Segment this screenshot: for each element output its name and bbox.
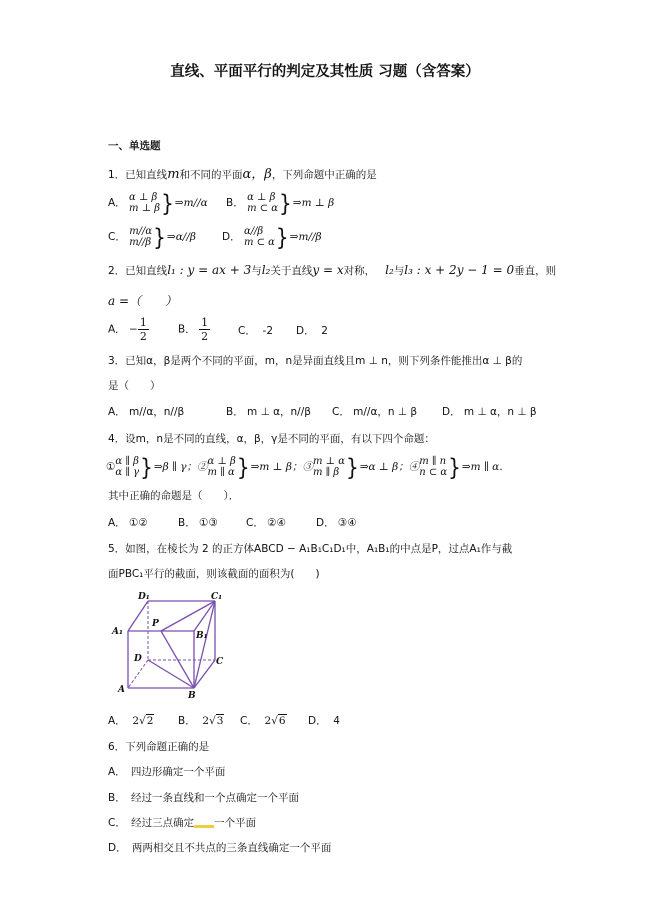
q1-stem-mid: 和不同的平面 (179, 169, 243, 181)
q4-p1-top: α ∥ β (115, 456, 139, 467)
q2-option-a[interactable] (108, 316, 149, 343)
q2-d-value: 2 (321, 325, 328, 337)
q2-a-fraction (138, 316, 149, 343)
q1-stem-pre: 1．已知直线 (108, 169, 168, 181)
q1-b-result: ⇒m ⊥ β (292, 197, 335, 209)
q5-option-a[interactable] (108, 713, 154, 728)
edge-pc1 (161, 601, 215, 631)
cube-figure (108, 588, 238, 700)
q2-d-label: D． (296, 325, 315, 337)
brace-icon: } (275, 223, 289, 251)
q4-p1-conditions (115, 456, 139, 478)
q5-a-value: 2√2 (132, 715, 154, 727)
q5-d-label: D． (308, 715, 327, 727)
q2-a-sign: − (129, 323, 138, 336)
q2-mid1: 与 (251, 265, 262, 277)
q4-p1-mark: ① (106, 461, 116, 473)
q2-end: 垂直，则 (514, 265, 557, 277)
q1-b-conditions (247, 192, 278, 214)
q2-mid3: 对称， (343, 265, 376, 277)
q1-c-bot: m//β (129, 237, 152, 248)
q1-b-label: B． (226, 197, 244, 209)
q2-b-fraction (199, 316, 210, 343)
q4-p3-top: m ⊥ α (312, 456, 345, 467)
edge-da-hidden (128, 660, 148, 688)
q4-p2-bot: m ∥ α (207, 467, 235, 478)
q2-l2: l₂ (261, 263, 271, 277)
q1-a-conditions (129, 192, 160, 214)
q1-d-bot: m ⊂ α (243, 237, 275, 248)
q1-d-label: D． (222, 231, 241, 243)
q5-option-b[interactable] (178, 713, 224, 728)
q4-p2-top: α ⊥ β (207, 456, 236, 467)
label-a1: A₁ (112, 627, 123, 637)
brace-icon: } (161, 189, 174, 217)
q3-option-d[interactable]: D． m ⊥ α，n ⊥ β (442, 406, 537, 418)
q3-option-b[interactable]: B． m ⊥ α，n//β (226, 406, 311, 418)
q2-b-den: 2 (201, 330, 209, 343)
q4-p4-bot: n ⊂ α (419, 467, 448, 478)
label-c1: C₁ (211, 592, 223, 602)
q2-l2b: l₂ (385, 263, 394, 277)
q4-p4-result: ⇒m ∥ α． (461, 461, 510, 473)
q6-option-d[interactable]: D． 两两相交且不共点的三条直线确定一个平面 (108, 842, 332, 854)
q5-stem-line2: 面PBC₁平行的截面，则该截面的面积为( ) (108, 568, 320, 580)
q4-p3-bot: m ∥ β (312, 467, 340, 478)
diag-db (148, 660, 194, 688)
q3-stem-line2: 是（ ） (108, 380, 161, 392)
q1-d-top: α//β (243, 226, 264, 237)
q2-l1: l₁ : y = ax + 3 (167, 263, 252, 277)
q6-c-pre: C． 经过三点确定 (108, 817, 195, 829)
q2-l3: l₃ : x + 2y − 1 = 0 (404, 263, 515, 277)
q2-b-num: 1 (201, 316, 209, 329)
q4-p4-top: m ∥ n (419, 456, 447, 467)
q6-option-b[interactable]: B． 经过一条直线和一个点确定一个平面 (108, 792, 299, 804)
q4-p1-result: ⇒β ∥ γ；② (153, 461, 208, 473)
q5-a-label: A． (108, 715, 126, 727)
q4-p2-conditions (208, 456, 236, 478)
q2-a-label: A． (108, 323, 126, 336)
brace-icon: } (140, 453, 153, 481)
q4-question: 其中正确的命题是（ ）． (108, 490, 240, 502)
q3-option-a[interactable]: A． m//α，n//β (108, 406, 185, 418)
q1-d-conditions (244, 226, 275, 248)
label-c: C (216, 657, 224, 667)
q5-option-c[interactable] (240, 713, 287, 728)
brace-icon: } (153, 223, 166, 251)
q4-option-c[interactable]: C． ②④ (246, 517, 286, 529)
q3-stem-line1: 3．已知α，β是两个不同的平面，m，n是异面直线且m ⊥ n，则下列条件能推出α ⊥ β的 (108, 355, 523, 367)
q5-c-rad: 6 (278, 715, 286, 727)
q1-c-label: C． (108, 231, 126, 243)
label-p: P (152, 619, 159, 629)
q2-a-num: 1 (139, 316, 147, 329)
q1-b-top: α ⊥ β (247, 192, 276, 203)
q3-option-c[interactable]: C． m//α，n ⊥ β (332, 406, 418, 418)
q5-a-coef: 2 (132, 715, 140, 727)
q2-stem (108, 263, 556, 278)
q4-stem: 4．设m，n是不同的直线，α，β，γ是不同的平面，有以下四个命题： (108, 433, 435, 445)
page-title: 直线、平面平行的判定及其性质 习题（含答案） (170, 64, 480, 80)
q5-a-rad: 2 (146, 715, 154, 727)
q5-b-label: B． (178, 715, 196, 727)
q5-d-value: 4 (333, 715, 340, 727)
q4-p2-result: ⇒m ⊥ β；③ (250, 461, 313, 473)
q2-option-c[interactable] (238, 323, 273, 338)
q6-option-a[interactable]: A． 四边形确定一个平面 (108, 766, 226, 778)
q2-mid4: 与 (393, 265, 405, 277)
q1-a-top: α ⊥ β (129, 192, 158, 203)
q4-p3-result: ⇒α ⊥ β；④ (359, 461, 420, 473)
q1-option-b[interactable] (226, 189, 335, 217)
q2-line2: a =（ ） (108, 294, 178, 308)
q1-planes: α，β (242, 167, 272, 182)
q1-stem-post: ，下列命题中正确的是 (271, 169, 377, 181)
highlight-mark (194, 825, 214, 828)
q4-propositions (106, 453, 510, 481)
q1-option-c[interactable] (108, 223, 196, 251)
q2-a-den: 2 (139, 330, 147, 343)
brace-icon: } (345, 453, 359, 481)
q4-option-a[interactable]: A． ①② (108, 517, 148, 529)
q5-c-coef: 2 (264, 715, 272, 727)
section-heading: 一、单选题 (108, 140, 161, 152)
q1-var-m: m (167, 167, 180, 182)
edge-d1a1 (128, 601, 148, 631)
q4-option-d[interactable]: D． ③④ (316, 517, 357, 529)
label-d1: D₁ (138, 592, 150, 602)
q4-p4-conditions (419, 456, 447, 478)
q4-p3-conditions (313, 456, 345, 478)
q2-option-d[interactable] (296, 323, 328, 338)
label-b: B (188, 691, 196, 700)
q1-option-d[interactable] (222, 223, 322, 251)
label-a: A (118, 685, 125, 695)
q2-yx: y = x (312, 263, 344, 277)
q2-pre: 2．已知直线 (108, 265, 168, 277)
q1-c-result: ⇒α//β (166, 231, 196, 243)
q5-b-rad: 3 (216, 715, 224, 727)
q1-b-bot: m ⊂ α (247, 203, 279, 214)
q2-option-b[interactable] (178, 316, 210, 343)
brace-icon: } (448, 453, 461, 481)
q1-stem (108, 163, 377, 182)
q5-option-d[interactable] (308, 713, 340, 728)
q6-stem: 6．下列命题正确的是 (108, 741, 210, 753)
q5-c-label: C． (240, 715, 258, 727)
q2-c-label: C． (238, 325, 256, 337)
brace-icon: } (279, 189, 292, 217)
label-d: D (134, 654, 142, 664)
q1-a-result: ⇒m//α (174, 197, 208, 209)
q4-p1-bot: α ∥ γ (115, 467, 140, 478)
q2-mid2: 关于直线 (270, 265, 313, 277)
q1-a-label: A． (108, 197, 126, 209)
q5-c-value: 2√6 (264, 715, 286, 727)
q2-b-label: B． (178, 323, 196, 336)
q1-c-conditions (129, 226, 152, 248)
q5-stem-line1: 5．如图，在棱长为 2 的正方体ABCD − A₁B₁C₁D₁中，A₁B₁的中点是P，过点A₁作与截 (108, 543, 513, 555)
brace-icon: } (236, 453, 250, 481)
q5-b-value: 2√3 (202, 715, 224, 727)
q4-option-b[interactable]: B． ①③ (178, 517, 218, 529)
q2-c-value: -2 (262, 325, 274, 337)
q6-c-post: 一个平面 (214, 817, 257, 829)
q1-option-a[interactable] (108, 189, 208, 217)
q1-d-result: ⇒m//β (289, 231, 322, 243)
q6-option-c[interactable] (108, 815, 256, 830)
q1-a-bot: m ⊥ β (129, 203, 161, 214)
q1-c-top: m//α (129, 226, 153, 237)
label-b1: B₁ (196, 631, 208, 641)
q5-b-coef: 2 (202, 715, 210, 727)
